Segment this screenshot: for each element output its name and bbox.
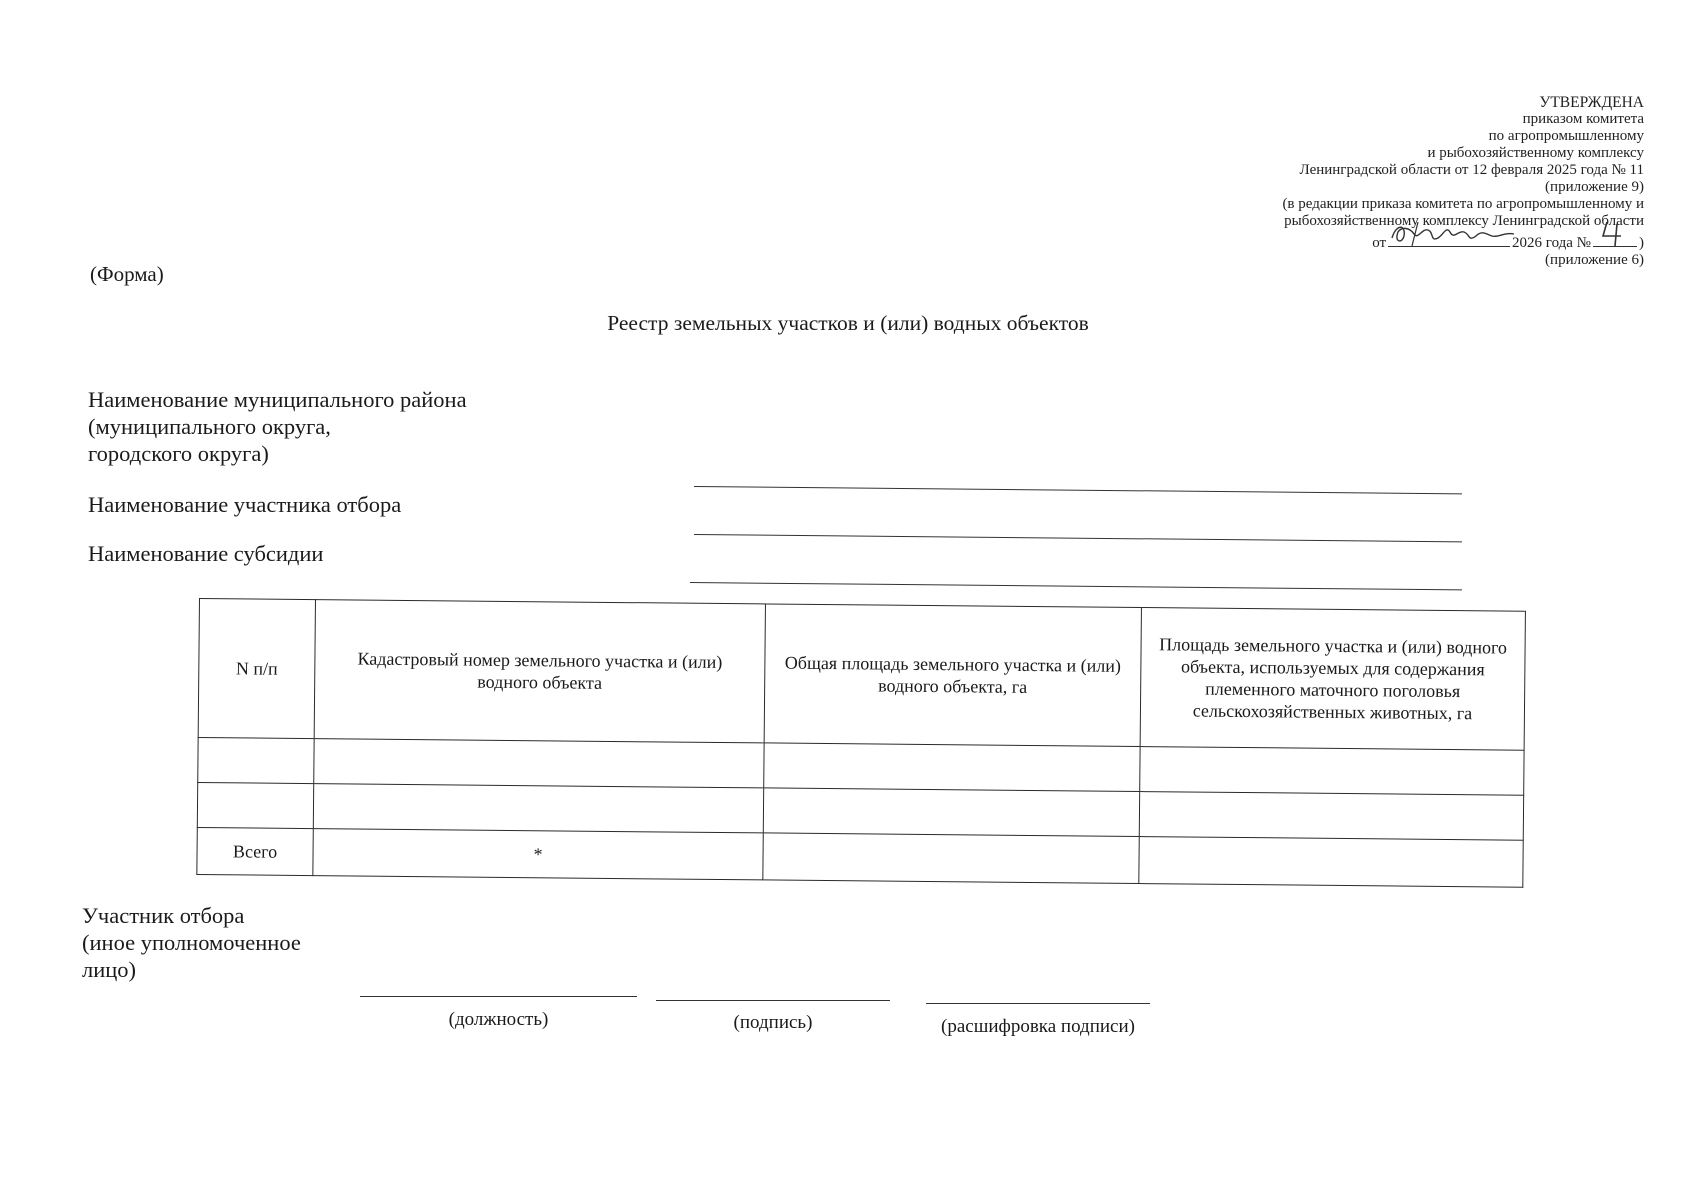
approval-line: (приложение 6)	[1545, 252, 1644, 268]
total-label: Всего	[197, 827, 313, 875]
table-cell[interactable]	[763, 788, 1139, 837]
position-caption: (должность)	[448, 1009, 549, 1030]
municipal-label-line: Наименование муниципального района	[88, 387, 467, 412]
approval-line: (приложение 9)	[1545, 179, 1644, 195]
table-cell[interactable]	[198, 737, 314, 783]
header-number: N п/п	[198, 599, 315, 739]
signature-caption: (подпись)	[733, 1012, 813, 1033]
header-total-area: Общая площадь земельного участка и (или) водного объекта, га	[764, 604, 1141, 747]
signature-decoding-line[interactable]	[926, 1003, 1150, 1004]
signer-label-line: лицо)	[82, 957, 137, 982]
table-cell[interactable]	[1139, 792, 1523, 841]
header-cadastral-number: Кадастровый номер земельного участка и (или) водного объекта	[314, 600, 765, 743]
municipal-district-label	[88, 386, 467, 467]
approval-line: (в редакции приказа комитета по агропромышленному и	[1282, 196, 1644, 212]
participant-name-label: Наименование участника отбора	[88, 492, 402, 517]
approval-line: по агропромышленному	[1488, 128, 1644, 144]
position-signature-line[interactable]	[360, 996, 637, 997]
municipal-label-line: городского округа)	[88, 441, 269, 466]
approval-stamp-block	[1174, 94, 1644, 269]
approval-line: Ленинградской области от 12 февраля 2025 года № 11	[1299, 162, 1644, 178]
table-cell[interactable]	[313, 784, 763, 833]
approval-heading: УТВЕРЖДЕНА	[1539, 94, 1644, 111]
signer-label	[82, 902, 301, 983]
table-header-row	[198, 599, 1525, 751]
table-cell[interactable]	[764, 743, 1140, 792]
signature-line[interactable]	[656, 1000, 890, 1001]
approval-line: и рыбохозяйственному комплексу	[1427, 145, 1644, 161]
handwritten-number-scribble	[1599, 220, 1633, 248]
signer-label-line: (иное уполномоченное	[82, 930, 301, 955]
approval-date-suffix: )	[1639, 235, 1644, 251]
signer-label-line: Участник отбора	[82, 903, 245, 928]
approval-line: рыбохозяйственному комплексу Ленинградской области	[1284, 213, 1644, 229]
approval-line: приказом комитета	[1522, 111, 1644, 127]
approval-date-line	[1372, 230, 1644, 252]
table-cell[interactable]	[197, 782, 313, 828]
handwritten-date	[1388, 230, 1510, 247]
handwritten-date-scribble	[1388, 218, 1518, 248]
approval-date-prefix: от	[1372, 235, 1387, 251]
participant-name-fill-line[interactable]	[694, 534, 1462, 542]
municipal-label-line: (муниципального округа,	[88, 414, 331, 439]
total-area-cell[interactable]	[763, 833, 1139, 884]
table-cell[interactable]	[314, 739, 764, 788]
registry-table-wrapper	[196, 598, 1525, 888]
municipal-district-fill-line[interactable]	[694, 486, 1462, 494]
header-breeding-area: Площадь земельного участка и (или) водного объекта, используемых для содержания племенного маточного поголовья сельскохозяйственных животных, га	[1140, 608, 1525, 751]
total-breeding-area-cell[interactable]	[1139, 837, 1523, 888]
document-title: Реестр земельных участков и (или) водных объектов	[607, 311, 1089, 335]
table-cell[interactable]	[1140, 747, 1524, 796]
form-label: (Форма)	[90, 262, 164, 286]
total-mark: *	[313, 829, 763, 880]
subsidy-name-fill-line[interactable]	[690, 582, 1462, 590]
subsidy-name-label: Наименование субсидии	[88, 541, 324, 566]
signature-decoding-caption: (расшифровка подписи)	[941, 1016, 1135, 1037]
handwritten-number	[1593, 230, 1637, 247]
registry-table	[196, 598, 1526, 888]
approval-date-middle: 2026 года №	[1512, 235, 1591, 251]
